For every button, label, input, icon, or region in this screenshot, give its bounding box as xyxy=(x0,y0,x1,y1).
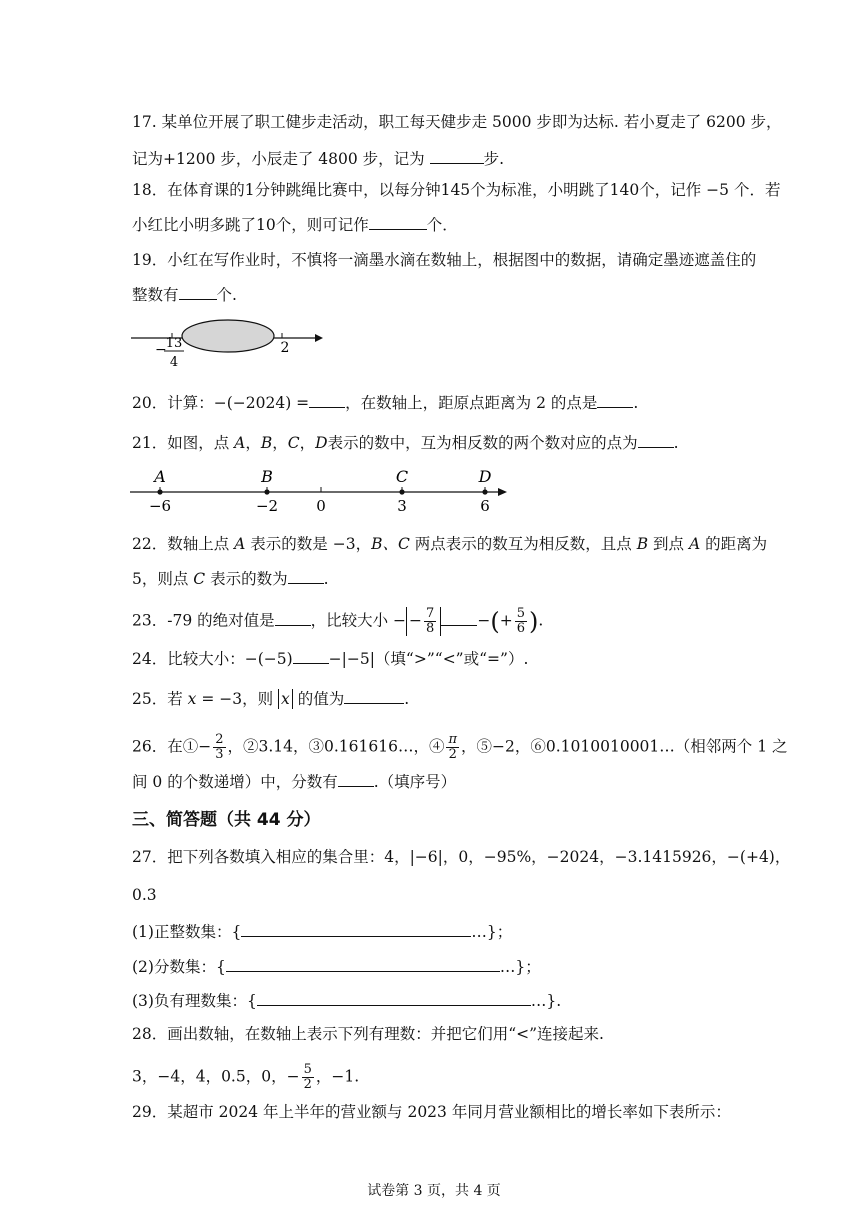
ink-blot xyxy=(182,320,274,352)
q22-text-4: 到点 xyxy=(648,535,689,553)
q27-set-3 xyxy=(132,990,561,1011)
q28-text-1: 28．画出数轴，在数轴上表示下列有理数：并把它们用“<”连接起来. xyxy=(132,1025,604,1043)
q23-fraction-1 xyxy=(424,607,436,636)
q27-set3-end: …}. xyxy=(530,992,562,1010)
q23-fraction-2 xyxy=(515,607,527,636)
question-19-line-2 xyxy=(132,284,237,305)
question-26-line-2 xyxy=(132,771,456,792)
q27-set1-blank[interactable] xyxy=(241,921,471,937)
q26-frac1-den: 3 xyxy=(215,747,224,762)
question-22-line-2 xyxy=(132,568,329,589)
q23-frac1-num: 7 xyxy=(426,606,435,621)
question-17-line-2 xyxy=(132,148,504,169)
q26-frac1-num: 2 xyxy=(215,732,224,747)
q27-set-1 xyxy=(132,921,512,942)
q26-fraction-2 xyxy=(446,733,459,762)
q28-frac-den: 2 xyxy=(303,1077,312,1092)
section-heading: 三、简答题（共 44 分） xyxy=(132,810,321,830)
fig-fraction-numerator: 13 xyxy=(165,336,183,351)
q19-answer-blank[interactable] xyxy=(179,284,217,300)
q20-answer-blank-1[interactable] xyxy=(309,392,345,408)
q24-text-2: −|−5|（填“>”“<”或“=”）. xyxy=(328,650,529,668)
q29-text-1: 29．某超市 2024 年上半年的营业额与 2023 年同月营业额相比的增长率如下表所示： xyxy=(132,1103,731,1121)
question-18-line-2 xyxy=(132,214,458,235)
q23-text-4: . xyxy=(538,611,544,630)
point-A-dot xyxy=(157,489,162,494)
q21-point-d: D xyxy=(315,434,328,452)
q23-text-2: ，比较大小 − xyxy=(310,611,407,630)
point-A-label: A xyxy=(154,467,166,486)
q26-text-1: 26．在①− xyxy=(132,737,212,756)
q21-sep-3: ， xyxy=(299,434,316,452)
q25-text-1: 25．若 xyxy=(132,690,188,708)
q20-answer-blank-2[interactable] xyxy=(597,392,633,408)
q21-text-2: 表示的数中，互为相反数的两个数对应的点为 xyxy=(327,434,638,452)
q20-text-3: . xyxy=(633,394,639,412)
q20-text-1: 20．计算： xyxy=(132,394,214,412)
q27-set1-end: …}； xyxy=(471,923,513,941)
q21-text-3: . xyxy=(673,434,679,452)
q25-text-3: 的值为 xyxy=(292,690,345,708)
q20-text-2: ，在数轴上，距原点距离为 2 的点是 xyxy=(345,394,598,412)
q27-set2-end: …}； xyxy=(499,958,541,976)
q25-text-2: = −3，则 xyxy=(196,690,279,708)
q25-text-4: . xyxy=(404,690,410,708)
question-20 xyxy=(132,392,638,413)
q24-answer-blank[interactable] xyxy=(293,648,329,664)
q23-answer-blank-1[interactable] xyxy=(275,610,311,626)
question-27-line-1 xyxy=(132,847,790,867)
q27-set3-blank[interactable] xyxy=(257,990,531,1006)
q23-text-3: − xyxy=(477,611,491,630)
point-D-dot xyxy=(482,489,487,494)
question-29 xyxy=(132,1102,731,1122)
q22-text-3: 两点表示的数互为相反数，且点 xyxy=(409,535,637,553)
q19-text-2: 整数有 xyxy=(132,286,179,304)
q23-frac2-den: 6 xyxy=(516,621,525,636)
value-label-1: −2 xyxy=(255,497,279,515)
value-label-3: 3 xyxy=(397,497,407,515)
question-28-line-2 xyxy=(132,1063,359,1092)
q17-answer-blank[interactable] xyxy=(430,148,484,164)
q25-variable-x: x xyxy=(187,690,197,708)
q27-text-1: 27．把下列各数填入相应的集合里：4，|−6|，0，−95%，−2024，−3.1415926，−(+4)， xyxy=(132,848,791,866)
q17-text-1: 17. 某单位开展了职工健步走活动，职工每天健步走 5000 步即为达标. 若小夏走了 6200 步， xyxy=(132,113,782,131)
q25-abs-x: x xyxy=(278,689,293,709)
q18-answer-blank[interactable] xyxy=(369,214,427,230)
q23-frac1-den: 8 xyxy=(426,621,435,636)
q21-sep-2: ， xyxy=(272,434,288,452)
q22-text-7: 表示的数为 xyxy=(205,570,288,588)
q22-point-c: C xyxy=(193,570,206,588)
value-label-0: −6 xyxy=(148,497,172,515)
q26-text-4: 间 0 的个数递增）中，分数有 xyxy=(132,773,338,791)
fig-fraction-denominator: 4 xyxy=(169,355,179,370)
q19-text-1: 19．小红在写作业时，不慎将一滴墨水滴在数轴上，根据图中的数据，请确定墨迹遮盖住的 xyxy=(132,251,757,269)
q27-set3-label: (3)负有理数集：{ xyxy=(132,992,257,1010)
question-21 xyxy=(132,432,679,453)
q23-abs-value: − $\frac{7}{8}$ xyxy=(406,607,441,636)
q27-set2-label: (2)分数集：{ xyxy=(132,958,226,976)
page-footer: 试卷第 3 页，共 4 页 xyxy=(367,1183,501,1199)
fig-minus-sign: − xyxy=(155,342,167,358)
q25-answer-blank[interactable] xyxy=(344,688,404,704)
q21-number-line-figure xyxy=(126,462,516,518)
question-17-line-1 xyxy=(132,112,782,132)
q19-text-3: 个. xyxy=(216,286,237,304)
q21-answer-blank[interactable] xyxy=(638,432,674,448)
fig-right-label: 2 xyxy=(280,340,290,356)
q26-text-2: ，②3.14，③0.161616…，④ xyxy=(227,737,445,756)
q22-text-6: 5，则点 xyxy=(132,570,194,588)
q18-text-3: 个． xyxy=(426,216,458,234)
question-23: 23．-79 的绝对值是 ，比较大小 − − $\frac{7}{8}$ −(+ $\frac{5}{6}$ ). xyxy=(132,606,544,636)
q28-text-2: 3，−4，4，0.5，0，− xyxy=(132,1067,300,1086)
q21-point-a: A xyxy=(234,434,246,452)
q22-text-5: 的距离为 xyxy=(700,535,768,553)
q27-set-2 xyxy=(132,956,541,977)
q28-text-3: ，−1. xyxy=(315,1067,360,1086)
q27-set2-blank[interactable] xyxy=(226,956,500,972)
q26-text-3: ，⑤−2，⑥0.1010010001…（相邻两个 1 之 xyxy=(461,737,788,756)
q18-text-1: 18．在体育课的1分钟跳绳比赛中，以每分钟145个为标准，小明跳了140个，记作 −5 个．若 xyxy=(132,181,781,199)
value-label-4: 6 xyxy=(480,497,490,515)
point-B-label: B xyxy=(261,467,273,486)
q17-text-2: 记为+1200 步，小辰走了 4800 步，记为 xyxy=(132,150,430,168)
q26-frac2-num: π xyxy=(448,732,458,747)
q21-sep-1: ， xyxy=(245,434,261,452)
q18-text-2: 小红比小明多跳了10个，则可记作 xyxy=(132,216,369,234)
q24-text-1: 24．比较大小：−(−5) xyxy=(132,650,293,668)
q22-text-8: . xyxy=(323,570,329,588)
q26-text-5: .（填序号） xyxy=(373,773,457,791)
question-19-line-1 xyxy=(132,250,756,270)
q22-answer-blank[interactable] xyxy=(288,568,324,584)
q21-point-c: C xyxy=(287,434,300,452)
q21-point-b: B xyxy=(260,434,273,452)
question-26-line-1 xyxy=(132,733,788,762)
q21-text-1: 21．如图，点 xyxy=(132,434,235,452)
question-28-line-1 xyxy=(132,1024,604,1044)
q26-frac2-den: 2 xyxy=(448,747,457,762)
q23-answer-blank-2[interactable] xyxy=(441,610,477,626)
q27-text-2: 0.3 xyxy=(132,886,157,904)
q22-text-1: 22．数轴上点 xyxy=(132,535,235,553)
q27-set1-label: (1)正整数集：{ xyxy=(132,923,242,941)
point-B-dot xyxy=(264,489,269,494)
question-25 xyxy=(132,688,409,709)
q26-answer-blank[interactable] xyxy=(338,771,374,787)
q20-expression: −(−2024) = xyxy=(213,394,310,412)
q23-text-1: 23．-79 的绝对值是 xyxy=(132,611,275,630)
question-27-line-2 xyxy=(132,885,157,905)
q22-point-a-2: A xyxy=(688,535,701,553)
q23-frac2-num: 5 xyxy=(516,606,525,621)
point-C-label: C xyxy=(395,467,409,486)
q22-point-b: B xyxy=(636,535,649,553)
question-24 xyxy=(132,648,528,669)
q28-frac-num: 5 xyxy=(303,1062,312,1077)
point-D-label: D xyxy=(478,467,492,486)
question-22-line-1 xyxy=(132,534,767,554)
q22-text-2: 表示的数是 −3， xyxy=(245,535,372,553)
value-label-2: 0 xyxy=(316,497,326,515)
q23-plus: + xyxy=(499,611,513,630)
point-C-dot xyxy=(399,489,404,494)
q28-fraction xyxy=(302,1063,314,1092)
q26-fraction-1 xyxy=(213,733,225,762)
q22-points-bc: B、C xyxy=(371,535,410,553)
q22-point-a: A xyxy=(234,535,246,553)
q19-number-line-figure xyxy=(125,316,325,372)
question-18-line-1 xyxy=(132,180,780,200)
q17-text-3: 步. xyxy=(483,150,505,168)
